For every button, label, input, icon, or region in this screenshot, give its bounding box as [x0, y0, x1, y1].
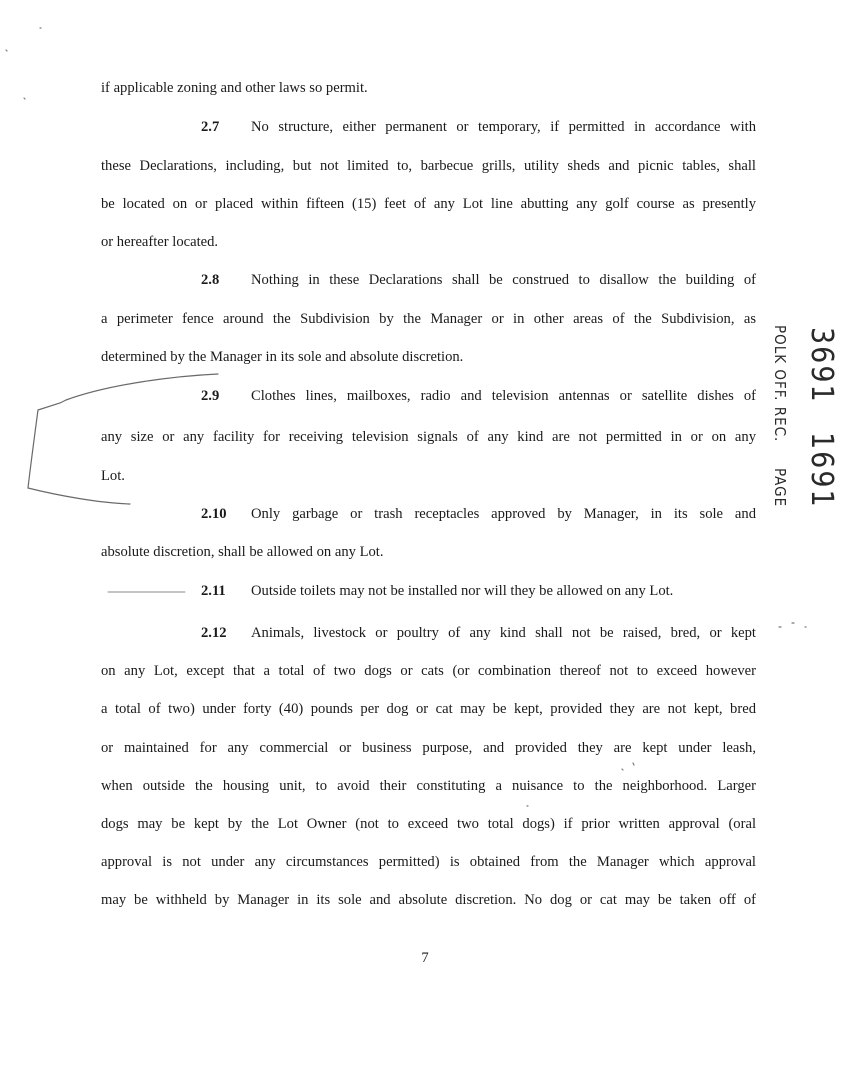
text-line: approval is not under any circumstances permitted) is obtained from the Manager which approval — [101, 854, 756, 870]
section-number: 2.8 — [201, 272, 220, 288]
text-line: be located on or placed within fifteen (15) feet of any Lot line abutting any golf course as presently — [101, 196, 756, 212]
text-line: may be withheld by Manager in its sole and absolute discretion. No dog or cat may be taken off of — [101, 892, 756, 908]
page-number: 7 — [421, 950, 429, 966]
text-line: on any Lot, except that a total of two dogs or cats (or combination thereof not to exceed however — [101, 663, 756, 679]
section-number: 2.7 — [201, 119, 220, 135]
recording-page-label: PAGE — [771, 468, 789, 508]
text-line: or maintained for any commercial or business purpose, and provided they are kept under leash, — [101, 740, 756, 756]
text-line: Outside toilets may not be installed nor will they be allowed on any Lot. — [251, 583, 674, 599]
text-line: if applicable zoning and other laws so permit. — [101, 80, 368, 96]
text-line: dogs may be kept by the Lot Owner (not to exceed two total dogs) if prior written approval (oral — [101, 816, 756, 832]
text-line: Animals, livestock or poultry of any kind shall not be raised, bred, or kept — [251, 625, 756, 641]
recording-office-label: POLK OFF. REC. — [771, 325, 789, 443]
recording-page-number: 1691 — [804, 432, 839, 509]
text-line: Only garbage or trash receptacles approved by Manager, in its sole and — [251, 506, 756, 522]
text-line: a total of two) under forty (40) pounds per dog or cat may be kept, provided they are not kept, bred — [101, 701, 756, 717]
section-number: 2.12 — [201, 625, 227, 641]
text-line: No structure, either permanent or temporary, if permitted in accordance with — [251, 119, 756, 135]
text-line: when outside the housing unit, to avoid their constituting a nuisance to the neighborhood. Larger — [101, 778, 756, 794]
recording-book-number: 3691 — [804, 327, 839, 404]
section-number: 2.10 — [201, 506, 227, 522]
text-line: determined by the Manager in its sole and absolute discretion. — [101, 349, 464, 365]
text-line: Nothing in these Declarations shall be construed to disallow the building of — [251, 272, 756, 288]
margin-bracket-mark — [28, 374, 218, 504]
text-line: these Declarations, including, but not limited to, barbecue grills, utility sheds and picnic tables, shall — [101, 158, 756, 174]
text-line: or hereafter located. — [101, 234, 219, 250]
text-line: a perimeter fence around the Subdivision by the Manager or in other areas of the Subdivision, as — [101, 311, 756, 327]
section-number: 2.11 — [201, 583, 226, 599]
text-line: Lot. — [101, 468, 125, 484]
specks — [6, 28, 806, 806]
text-line: absolute discretion, shall be allowed on any Lot. — [101, 544, 384, 560]
text-line: any size or any facility for receiving television signals of any kind are not permitted in or on any — [101, 429, 756, 445]
text-line: Clothes lines, mailboxes, radio and television antennas or satellite dishes of — [251, 388, 756, 404]
section-number: 2.9 — [201, 388, 220, 404]
